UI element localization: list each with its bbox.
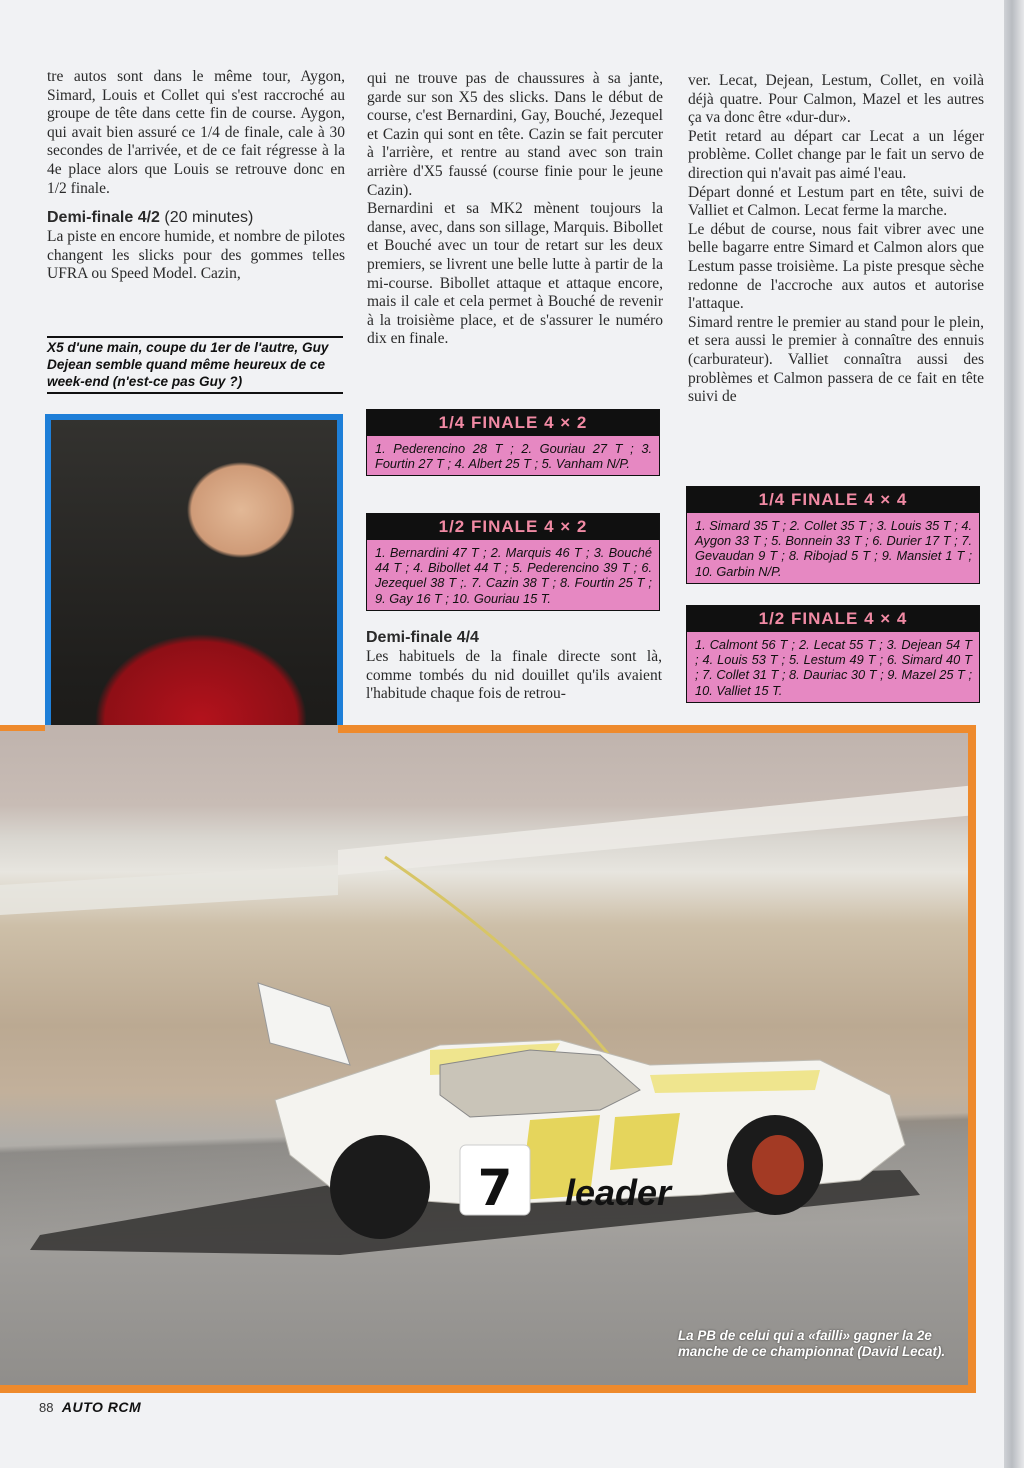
car-number: 7 [477,1159,513,1217]
photo-caption: La PB de celui qui a «failli» gagner la 2e manche de ce championnat (David Lecat). [678,1328,946,1359]
paragraph: ver. Lecat, Dejean, Lestum, Collet, en voilà déjà quatre. Pour Calmon, Mazel et les autres ça va donc être «dur-dur». [688,72,984,127]
magazine-name: AUTO RCM [61,1399,142,1415]
results-text: 1. Pederencino 28 T ; 2. Gouriau 27 T ; 3. Fourtin 27 T ; 4. Albert 25 T ; 5. Vanham N/P. [375,441,652,472]
paragraph: Petit retard au départ car Lecat a un léger problème. Collet change par le fait un servo de direction qui n'avait pas aimé l'eau. [688,127,984,182]
paragraph: La piste en encore humide, et nombre de pilotes changent les slicks pour des gommes telles UFRA ou Speed Model. Cazin, [47,228,345,283]
race-car-illustration [0,725,976,1393]
results-text: 1. Bernardini 47 T ; 2. Marquis 46 T ; 3. Bouché 44 T ; 4. Bibollet 44 T ; 5. Pederencino 39 T ; 6. Jezequel 38 T ;. 7. Cazin 38 T ; 8. Fourtin 25 T ; 9. Gay 16 T ; 10. Gouriau 15 T. [375,545,652,606]
results-title: 1/2 FINALE 4 × 4 [687,606,979,632]
page-edge [1004,0,1024,1468]
results-title: 1/4 FINALE 4 × 2 [367,410,659,436]
paragraph: Simard rentre le premier au stand pour le plein, et sera aussi le premier à connaître des ennuis (carburateur). Valliet connaîtra aussi des problèmes et Calmon passera de ce fait en tête suivi de [688,313,984,406]
results-title: 1/4 FINALE 4 × 4 [687,487,979,513]
results-box-quarter-final-4x4 [686,486,980,584]
car-sponsor-logo: leader [564,1172,672,1213]
section-heading: Demi-finale 4/4 [366,629,479,646]
photo-race-car-on-track [0,725,976,1393]
results-text: 1. Simard 35 T ; 2. Collet 35 T ; 3. Louis 35 T ; 4. Aygon 33 T ; 5. Bonnein 33 T ; 6. Durier 17 T ; 7. Gevaudan 9 T ; 8. Ribojad 5 T ; 9. Mansiet 1 T ; 10. Garbin N/P. [695,518,972,579]
text-column-2 [367,70,663,349]
text-column-3 [688,72,984,407]
results-box-semi-final-4x4 [686,605,980,703]
paragraph: Les habituels de la finale directe sont là, comme tombés du nid douillet qu'ils avaient l'habitude chaque fois de retrou- [366,648,662,703]
text-column-1 [47,68,345,284]
page-footer [39,1399,141,1417]
results-box-quarter-final-4x2 [366,409,660,476]
paragraph: Le début de course, nous fait vibrer avec une belle bagarre entre Simard et Calmon alors que Lestum passe troisième. La piste presque sèche redonne de l'accroche aux autos et autorise l'attaque. [688,220,984,313]
paragraph: Départ donné et Lestum part en tête, suivi de Valliet et Calmon. Lecat ferme la marche. [688,183,984,220]
results-text: 1. Calmont 56 T ; 2. Lecat 55 T ; 3. Dejean 54 T ; 4. Louis 53 T ; 5. Lestum 49 T ; 6. Simard 40 T ; 7. Collet 31 T ; 8. Dauriac 30 T ; 9. Mazel 25 T ; 10. Valliet 15 T. [695,637,972,698]
results-box-semi-final-4x2 [366,513,660,611]
text-column-2b [366,628,662,704]
paragraph: Bernardini et sa MK2 mènent toujours la danse, avec, dans son sillage, Marquis. Bibollet et Bouché avec un tour de retart sur les deux premiers, se livrent une belle lutte à partir de la mi-course. Bibollet attaque et attaque encore, mais il cale et cela permet à Bouché de revenir à la troisième place, et de s'assurer le numéro dix en finale. [367,200,663,348]
photo-caption: X5 d'une main, coupe du 1er de l'autre, Guy Dejean semble quand même heureux de ce week-end (n'est-ce pas Guy ?) [47,336,343,394]
paragraph: qui ne trouve pas de chaussures à sa jante, garde sur son X5 des slicks. Dans le début de course, c'est Bernardini, Gay, Bouché, Jezequel et Cazin qui sont en tête. Cazin se fait percuter à l'arrière, et rentre au stand avec son train arrière d'X5 faussé (course finie pour le jeune Cazin). [367,70,663,199]
paragraph: tre autos sont dans le même tour, Aygon, Simard, Louis et Collet qui s'est raccroché au groupe de tête dans cette fin de course. Aygon, qui avait bien assuré ce 1/4 de finale, cale à 30 secondes de l'arrivée, et de ce fait régresse à la 4e place alors que Louis se retrouve donc en 1/2 finale. [47,68,345,197]
section-heading: Demi-finale 4/2 (20 minutes) [47,209,254,227]
results-title: 1/2 FINALE 4 × 2 [367,514,659,540]
page-number: 88 [39,1400,54,1415]
